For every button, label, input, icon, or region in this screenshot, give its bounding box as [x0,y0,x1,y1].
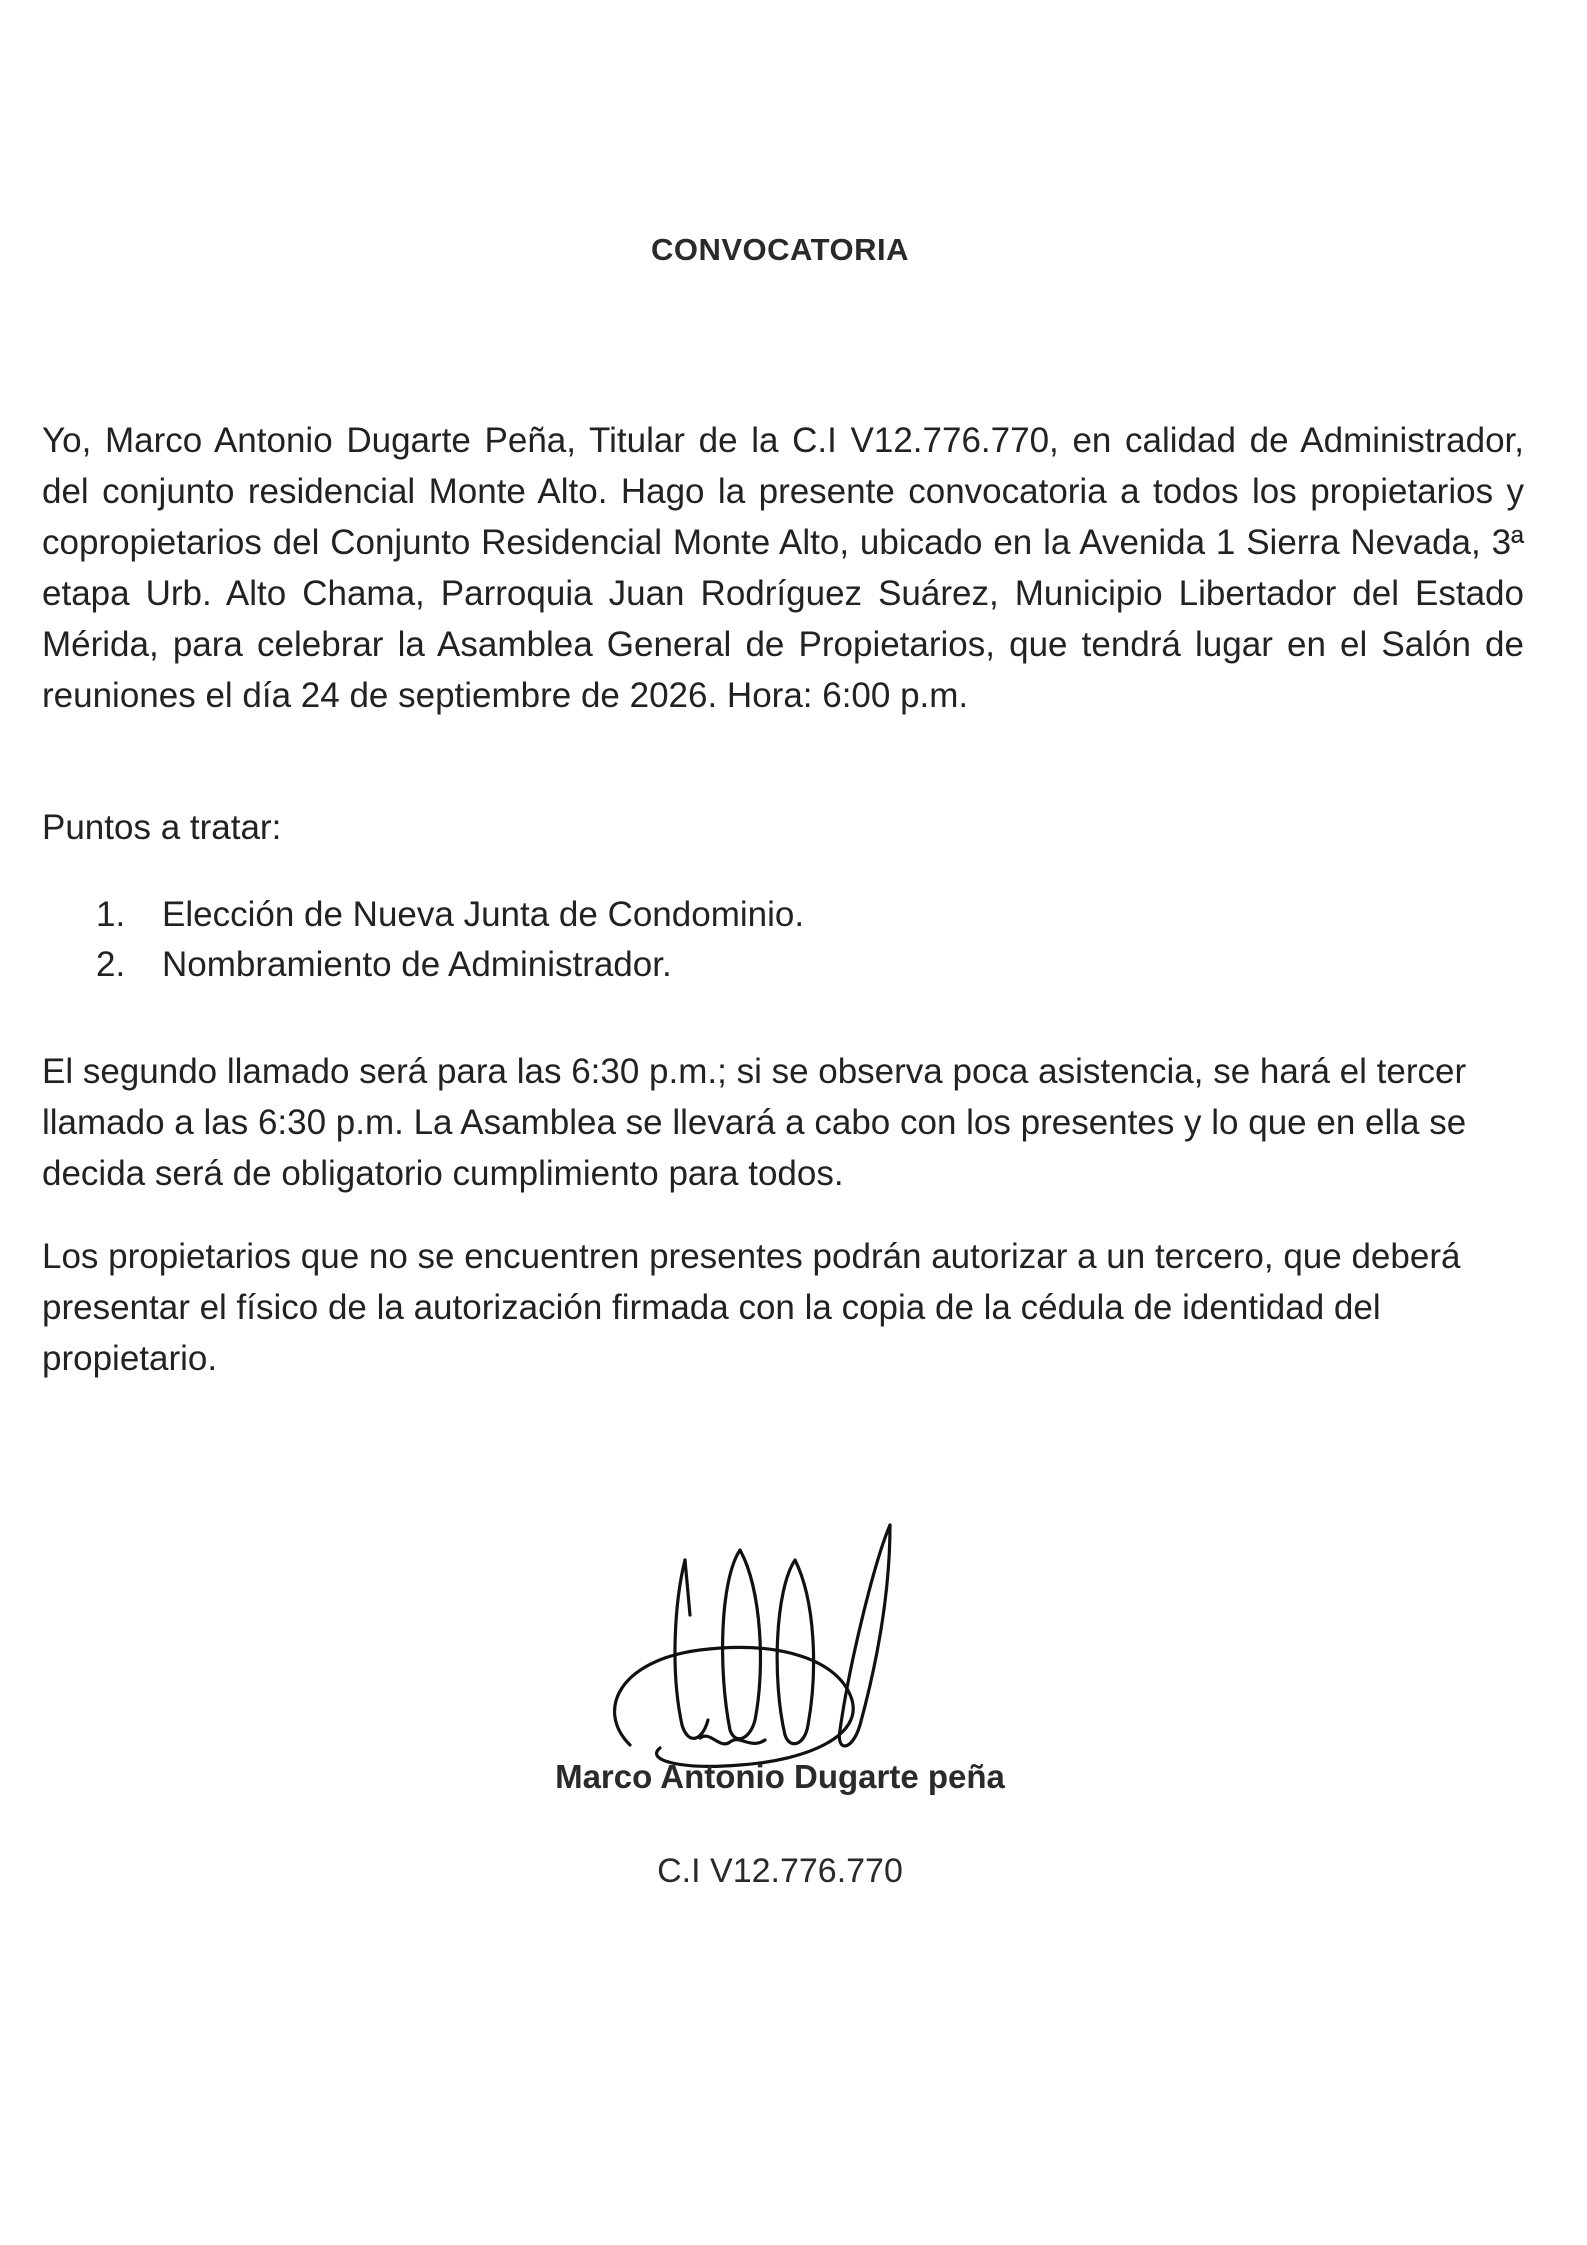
proxy-paragraph: Los propietarios que no se encuentren presentes podrán autorizar a un tercero, que deberá presentar el físico de la autorización firmada con la copia de la cédula de identidad del propietario. [42,1237,1461,1378]
document-title: CONVOCATORIA [650,232,910,267]
list-item-number: 1. [96,895,126,934]
list-item-number: 2. [96,945,126,984]
list-item-text: Elección de Nueva Junta de Condominio. [162,895,805,934]
agenda-list [96,890,1396,990]
list-item [96,890,1396,940]
points-heading: Puntos a tratar: [42,808,282,847]
second-call-paragraph: El segundo llamado será para las 6:30 p.m.; si se observa poca asistencia, se hará el tercer llamado a las 6:30 p.m. La Asamblea se llevará a cabo con los presentes y lo que en ella se decida será de obligatorio cumplimiento para todos. [42,1052,1467,1193]
signer-id: C.I V12.776.770 [657,1852,903,1890]
signer-name: Marco Antonio Dugarte peña [555,1758,1005,1795]
list-item-text: Nombramiento de Administrador. [162,945,672,984]
handwritten-signature [590,1520,930,1780]
intro-paragraph: Yo, Marco Antonio Dugarte Peña, Titular de la C.I V12.776.770, en calidad de Administrador, del conjunto residencial Monte Alto. Hago la presente convocatoria a todos los propietarios y copropietarios del Conjunto Residencial Monte Alto, ubicado en la Avenida 1 Sierra Nevada, 3ª etapa Urb. Alto Chama, Parroquia Juan Rodríguez Suárez, Municipio Libertador del Estado Mérida, para celebrar la Asamblea General de Propietarios, que tendrá lugar en el Salón de reuniones el día 24 de septiembre de 2026. Hora: 6:00 p.m. [42,421,1524,715]
list-item [96,940,1396,990]
